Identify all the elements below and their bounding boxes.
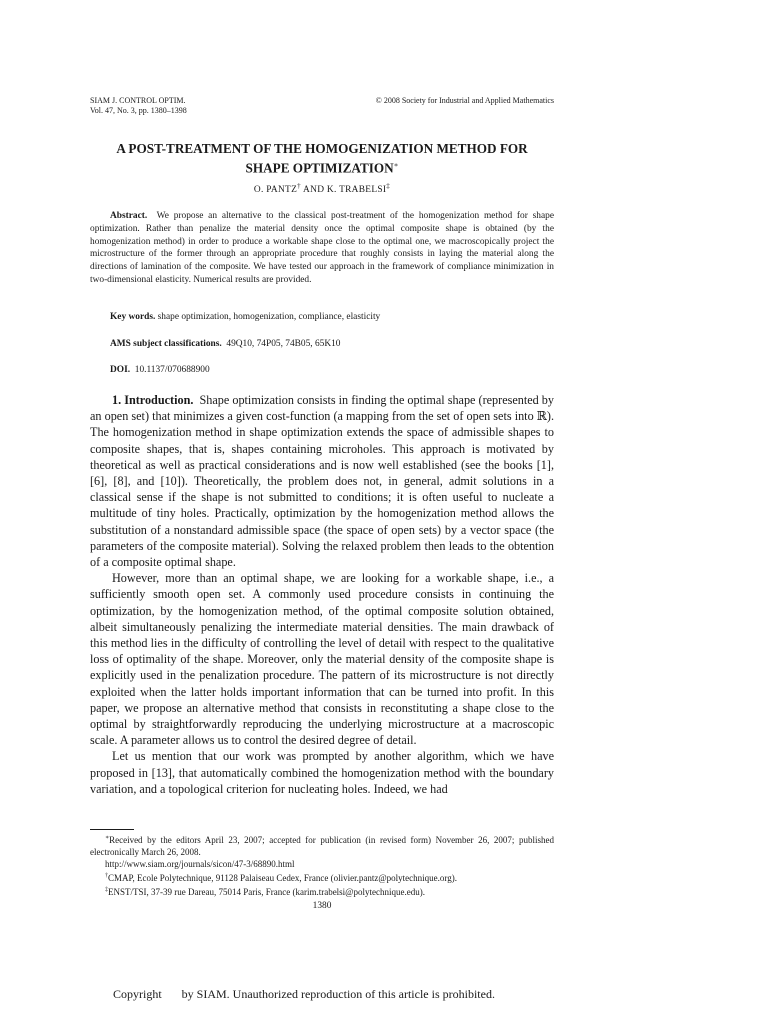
paragraph-text: Shape optimization consists in finding the optimal shape (represented by an open set) that minimizes a given cost-function (a mapping from the set of open sets into ℝ). The homogenization method in shape optimization extends the space of admissible shapes to composite shapes, that is, shapes containing microholes. This approach is motivated by theoretical as well as practical considerations and is now well established (see the books [1], [6], [8], and [10]). Theoretically, the problem does not, in general, admit solutions in a classical sense if the shape is not submitted to conditions; it is often useful to nucleate a multitude of tiny holes. Practically, optimization by the homogenization method allows the substitution of a nonstandard admissible space (the space of open sets) by a vector space (the parameters of the composite material). Solving the relaxed problem then leads to the obtention of a composite optimal shape.	[90, 393, 554, 570]
title-footnote-mark: ∗	[393, 161, 399, 169]
footnote-mark: ‡	[105, 887, 108, 893]
section-heading: 1. Introduction.	[112, 393, 194, 407]
copyright-watermark	[113, 987, 495, 1002]
author-name: O. PANTZ	[253, 185, 298, 196]
author-footnote-mark: ‡	[386, 182, 391, 190]
doi-text: 10.1137/070688900	[134, 365, 210, 375]
paper-title	[90, 141, 554, 176]
ams-classifications	[110, 338, 340, 350]
ams-text: 49Q10, 74P05, 74B05, 65K10	[226, 339, 341, 349]
author-list	[90, 182, 554, 195]
footnote-mark: ∗	[105, 835, 110, 841]
doi	[110, 364, 210, 376]
footnote-mark: †	[105, 873, 108, 879]
watermark-text: by SIAM. Unauthorized reproduction of this article is prohibited.	[181, 987, 495, 1001]
abstract-label: Abstract.	[110, 211, 148, 221]
abstract-text: We propose an alternative to the classical post-treatment of the homogenization method for shape optimization. Rather than penalize the material density once the optimal composite shape is obtained (by the homogenization method) in order to produce a workable shape close to the optimal one, we macroscopically project the microstructure of the former through an appropriate procedure that roughly consists in laying the material along the directions of lamination of the composite. We have tested our approach in the framework of compliance minimization in two-dimensional elasticity. Numerical results are provided.	[90, 211, 554, 285]
ams-label: AMS subject classifications.	[110, 339, 222, 349]
footnote-text: Received by the editors April 23, 2007; accepted for publication (in revised form) November 26, 2007; published electronically March 26, 2008.	[90, 835, 554, 857]
doi-label: DOI.	[110, 365, 131, 375]
watermark-word: Copyright	[113, 987, 162, 1001]
journal-name: SIAM J. CONTROL OPTIM.	[90, 96, 186, 105]
volume-info: Vol. 47, No. 3, pp. 1380–1398	[90, 106, 187, 115]
keywords-label: Key words.	[110, 312, 156, 322]
footnote-rule	[90, 829, 134, 830]
footnote	[90, 870, 554, 884]
body-text	[90, 392, 554, 797]
paragraph: However, more than an optimal shape, we are looking for a workable shape, i.e., a sufficiently smooth open set. A commonly used procedure consists in continuing the optimization, by the homogenization method, of the optimal composite solution obtained, albeit simultaneously penalizing the intermediate material densities. The main drawback of this method lies in the difficulty of controlling the level of detail with respect to the qualitative loss of optimality of the shape. Moreover, only the material density of the composite shape is explicitly used in the penalization procedure. The pattern of its microstructure is not directly exploited when the latter holds important information that can be turned into profit. In this paper, we propose an alternative method that consists in reconstituting a shape close to the optimal by straightforwardly reproducing the underlying microstructure at a macroscopic scale. A parameter allows us to control the desired degree of detail.	[90, 571, 554, 748]
footnotes	[90, 832, 554, 898]
title-line-2: SHAPE OPTIMIZATION	[245, 160, 394, 176]
author-name: K. TRABELSI	[326, 185, 387, 196]
page-number: 1380	[312, 901, 332, 911]
journal-info	[90, 96, 187, 116]
keywords-text: shape optimization, homogenization, compliance, elasticity	[157, 312, 381, 322]
title-line-1: A POST-TREATMENT OF THE HOMOGENIZATION METHOD FOR	[116, 141, 528, 156]
author-footnote-mark: †	[297, 182, 301, 190]
paragraph: Let us mention that our work was prompted by another algorithm, which we have proposed in [13], that automatically combined the homogenization method with the boundary variation, and a topological criterion for nucleating holes. Indeed, we had	[90, 749, 554, 796]
footnote-url[interactable]: http://www.siam.org/journals/sicon/47-3/68890.html	[105, 859, 295, 869]
abstract	[90, 210, 554, 287]
keywords	[110, 311, 380, 323]
author-separator: AND	[300, 185, 327, 196]
footnote-text: ENST/TSI, 37-39 rue Dareau, 75014 Paris, France (karim.trabelsi@polytechnique.edu).	[108, 887, 425, 897]
footnote	[90, 884, 554, 898]
copyright-notice: © 2008 Society for Industrial and Applied Mathematics	[375, 96, 554, 105]
footnote	[90, 832, 554, 858]
footnote-text: CMAP, Ecole Polytechnique, 91128 Palaiseau Cedex, France (olivier.pantz@polytechnique.org).	[108, 873, 457, 883]
paragraph	[90, 392, 554, 570]
